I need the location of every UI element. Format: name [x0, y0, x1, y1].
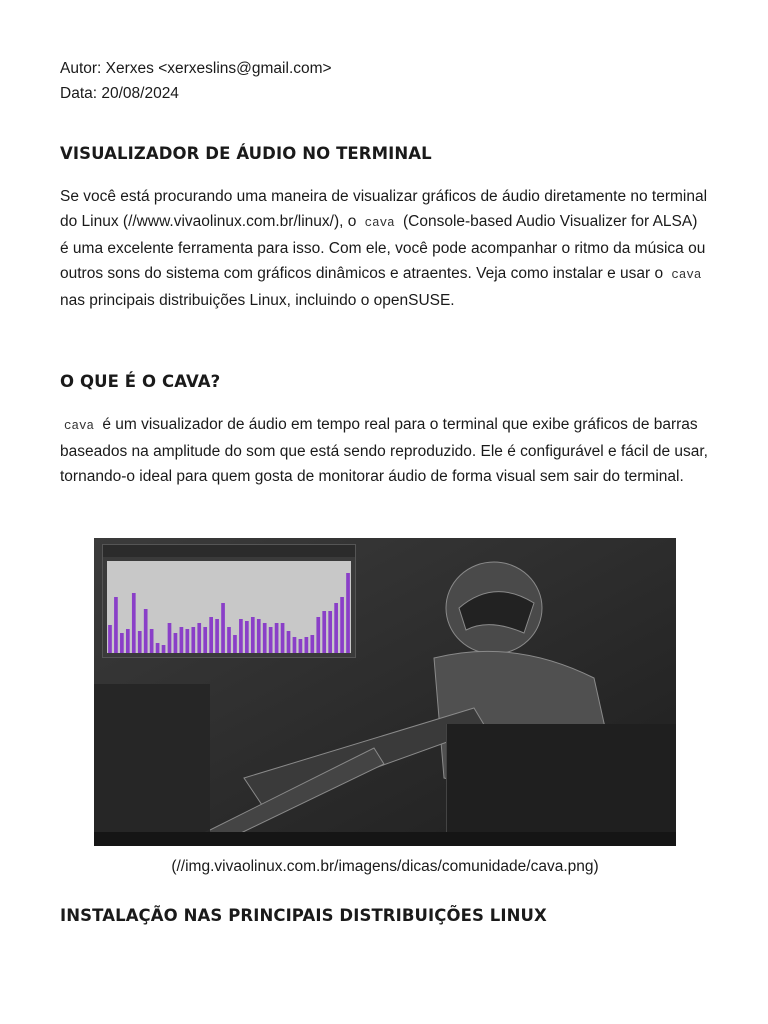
cava-bar [156, 643, 160, 653]
cava-bar [215, 619, 219, 653]
intro-text-c: nas principais distribuições Linux, incluindo o openSUSE. [60, 292, 455, 309]
cava-bar [132, 593, 136, 653]
cava-screenshot [94, 538, 676, 846]
cava-bar [310, 635, 314, 653]
cava-bar [281, 623, 285, 653]
cava-bar [168, 623, 172, 653]
app-drawer-panel [94, 684, 210, 834]
heading-instalacao: INSTALAÇÃO NAS PRINCIPAIS DISTRIBUIÇÕES LINUX [60, 906, 547, 925]
cava-bar [197, 623, 201, 653]
cava-bar [144, 609, 148, 653]
intro-paragraph [60, 184, 710, 313]
figure-caption: (//img.vivaolinux.com.br/imagens/dicas/comunidade/cava.png) [171, 858, 599, 875]
cava-bar [287, 631, 291, 653]
cava-bar [263, 623, 267, 653]
cava-bar [251, 617, 255, 653]
cava-bar [186, 629, 190, 653]
cava-bar [322, 611, 326, 653]
cava-bar [108, 625, 112, 653]
cava-output [107, 561, 351, 653]
terminal-window [102, 544, 356, 658]
cava-bar [191, 627, 195, 653]
document-page [60, 56, 710, 925]
cava-bar [239, 619, 243, 653]
cava-bar [120, 633, 124, 653]
cava-bar [346, 573, 350, 653]
cava-code-1: cava [364, 216, 395, 230]
cava-bar [299, 639, 303, 653]
cava-code-2: cava [671, 268, 702, 282]
cava-bar [245, 621, 249, 653]
cava-code-3: cava [64, 419, 95, 433]
heading-o-que-e: O QUE É O CAVA? [60, 372, 221, 391]
terminal-titlebar [103, 545, 355, 557]
cava-bar [233, 635, 237, 653]
cava-bar [269, 627, 273, 653]
author-line: Autor: Xerxes <xerxeslins@gmail.com> [60, 60, 332, 77]
cava-description-text: é um visualizador de áudio em tempo real para o terminal que exibe gráficos de barras baseados na amplitude do som que está sendo reproduzido. Ele é configurável e fácil de usar, tornando-o ideal para quem gosta de monitorar áudio de forma visual sem sair do terminal. [60, 416, 708, 485]
intro-text-b: (Console-based Audio Visualizer for ALSA) é uma excelente ferramenta para isso. Com ele, você pode acompanhar o ritmo da música ou outros sons do sistema com gráficos dinâmicos e atraentes. Veja como instalar e usar o [60, 213, 706, 282]
cava-bar [114, 597, 118, 653]
cava-bar [328, 611, 332, 653]
cava-bar [162, 645, 166, 653]
meta-block [60, 56, 710, 106]
cava-bar [203, 627, 207, 653]
heading-visualizador: VISUALIZADOR DE ÁUDIO NO TERMINAL [60, 144, 432, 163]
cava-bar [227, 627, 231, 653]
date-line: Data: 20/08/2024 [60, 85, 179, 102]
cava-bar [150, 629, 154, 653]
cava-bar [138, 631, 142, 653]
cava-bar [257, 619, 261, 653]
taskbar [94, 832, 676, 846]
cava-bar [334, 603, 338, 653]
cava-bar-chart [107, 561, 351, 653]
cava-bar [316, 617, 320, 653]
cava-bar [340, 597, 344, 653]
cava-bar [209, 617, 213, 653]
file-manager-window [446, 724, 676, 834]
cava-bar [174, 633, 178, 653]
cava-bar [275, 623, 279, 653]
cava-bar [293, 637, 297, 653]
cava-description [60, 412, 710, 489]
cava-bar [305, 637, 309, 653]
cava-bar [180, 627, 184, 653]
cava-bar [126, 629, 130, 653]
intro-text-a: Se você está procurando uma maneira de visualizar gráficos de áudio diretamente no terminal do Linux (//www.vivaolinux.com.br/linux/), o [60, 188, 708, 230]
cava-bar [221, 603, 225, 653]
